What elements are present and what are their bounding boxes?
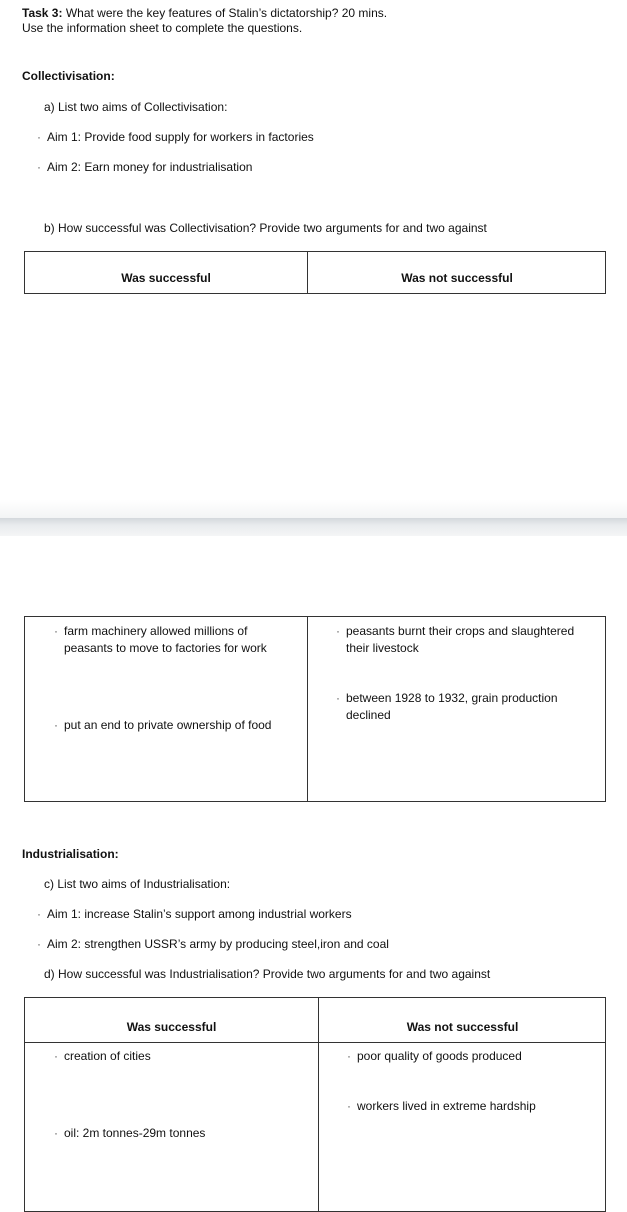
collectivisation-success-2: · put an end to private ownership of food — [64, 717, 300, 734]
page-divider — [0, 518, 627, 536]
collectivisation-col-successful: Was successful — [121, 271, 211, 285]
collectivisation-aim-2: · Aim 2: Earn money for industrialisation — [47, 160, 252, 174]
collectivisation-aim-1: · Aim 1: Provide food supply for workers in factories — [47, 130, 314, 144]
task-question: What were the key features of Stalin’s dictatorship? 20 mins. — [65, 6, 388, 20]
industrialisation-aim-1: · Aim 1: increase Stalin’s support among industrial workers — [47, 907, 352, 921]
task-label: Task 3: — [22, 6, 63, 20]
industrialisation-table — [24, 997, 606, 1212]
page-bottom-shade — [0, 500, 627, 518]
collectivisation-failure-1: · peasants burnt their crops and slaughtered their livestock — [346, 623, 596, 657]
industrialisation-failure-1: · poor quality of goods produced — [357, 1048, 597, 1065]
collectivisation-col-not-successful: Was not successful — [401, 271, 513, 285]
task-title — [22, 6, 387, 20]
industrialisation-failure-2: · workers lived in extreme hardship — [357, 1098, 597, 1115]
industrialisation-heading: Industrialisation: — [22, 847, 119, 861]
industrialisation-aim-2: · Aim 2: strengthen USSR’s army by producing steel,iron and coal — [47, 937, 389, 951]
question-b: b) How successful was Collectivisation? Provide two arguments for and two against — [44, 221, 487, 235]
collectivisation-table-header — [24, 251, 606, 294]
collectivisation-table-body — [24, 616, 606, 802]
collectivisation-failure-2: · between 1928 to 1932, grain production declined — [346, 690, 586, 724]
question-c: c) List two aims of Industrialisation: — [44, 877, 231, 891]
question-d: d) How successful was Industrialisation? Provide two arguments for and two against — [44, 967, 491, 981]
collectivisation-success-1: · farm machinery allowed millions of peasants to move to factories for work — [64, 623, 289, 657]
question-a: a) List two aims of Collectivisation: — [44, 100, 228, 114]
collectivisation-heading: Collectivisation: — [22, 69, 115, 83]
industrialisation-success-1: · creation of cities — [64, 1048, 304, 1065]
task-instruction: Use the information sheet to complete the questions. — [22, 21, 303, 35]
industrialisation-col-successful: Was successful — [126, 1020, 217, 1034]
industrialisation-success-2: · oil: 2m tonnes-29m tonnes — [64, 1125, 304, 1142]
industrialisation-col-not-successful: Was not successful — [406, 1020, 519, 1034]
